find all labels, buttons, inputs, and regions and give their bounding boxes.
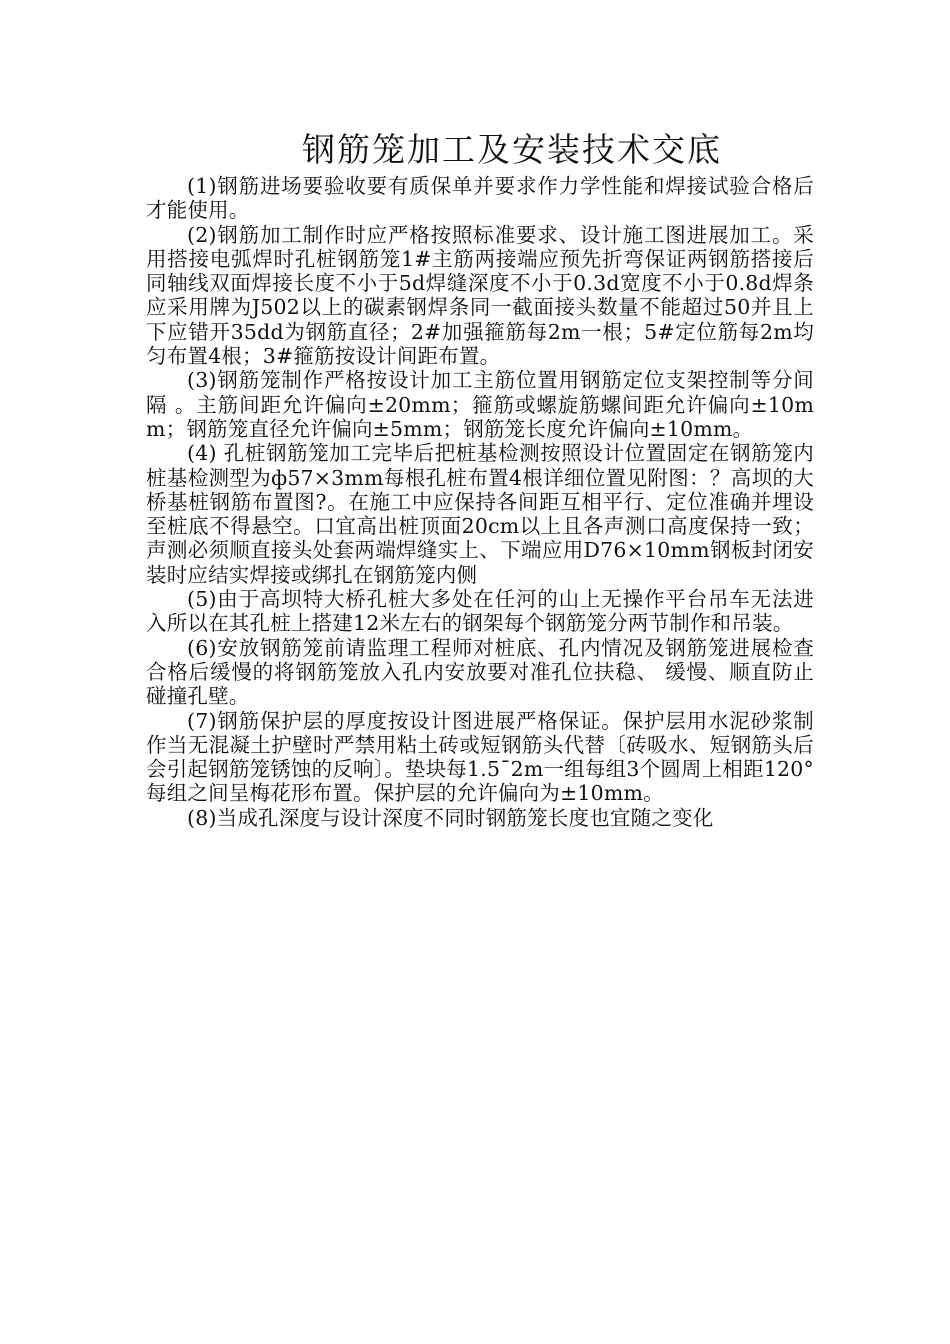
paragraph-4: (4) 孔桩钢筋笼加工完毕后把桩基检测按照设计位置固定在钢筋笼内桩基检测型为ф57×3mm每根孔桩布置4根详细位置见附图：？高坝的大桥基桩钢筋布置图?。在施工中应保持各间距互相平行、定位准确并埋设至桩底不得悬空。口宜高出桩顶面20cm以上且各声测口高度保持一致；声测必须顺直接头处套两端焊缝实上、下端应用D76×10mm钢板封闭安装时应结实焊接或绑扎在钢筋笼内侧: [146, 441, 814, 587]
paragraph-1: (1)钢筋进场要验收要有质保单并要求作力学性能和焊接试验合格后才能使用。: [146, 174, 814, 223]
paragraph-8: (8)当成孔深度与设计深度不同时钢筋笼长度也宜随之变化: [187, 805, 714, 830]
document-body: [146, 174, 814, 830]
paragraph-7: (7)钢筋保护层的厚度按设计图进展严格保证。保护层用水泥砂浆制作当无混凝土护壁时严禁用粘土砖或短钢筋头代替〔砖吸水、短钢筋头后会引起钢筋笼锈蚀的反响〕。垫块每1.5¯2m一组每组3个圆周上相距120° 每组之间呈梅花形布置。保护层的允许偏向为±10mm。: [146, 708, 814, 806]
paragraph-5: (5)由于高坝特大桥孔桩大多处在任河的山上无操作平台吊车无法进入所以在其孔桩上搭建12米左右的钢架每个钢筋笼分两节制作和吊装。: [146, 587, 814, 636]
document-title: 钢筋笼加工及安装技术交底: [302, 130, 722, 169]
paragraph-3: (3)钢筋笼制作严格按设计加工主筋位置用钢筋定位支架控制等分间隔 。主筋间距允许偏向±20mm；箍筋或螺旋筋螺间距允许偏向±10mm；钢筋笼直径允许偏向±5mm；钢筋笼长度允许偏向±10mm。: [146, 368, 814, 441]
paragraph-2: (2)钢筋加工制作时应严格按照标准要求、设计施工图进展加工。采用搭接电弧焊时孔桩钢筋笼1#主筋两接端应预先折弯保证两钢筋搭接后同轴线双面焊接长度不小于5d焊缝深度不小于0.3d宽度不小于0.8d焊条应采用牌为J502以上的碳素钢焊条同一截面接头数量不能超过50并且上下应错开35dd为钢筋直径；2#加强箍筋每2m一根；5#定位筋每2m均匀布置4根；3#箍筋按设计间距布置。: [146, 222, 814, 369]
paragraph-6: (6)安放钢筋笼前请监理工程师对桩底、孔内情况及钢筋笼进展检查合格后缓慢的将钢筋笼放入孔内安放要对准孔位扶稳、 缓慢、顺直防止碰撞孔壁。: [146, 635, 814, 709]
